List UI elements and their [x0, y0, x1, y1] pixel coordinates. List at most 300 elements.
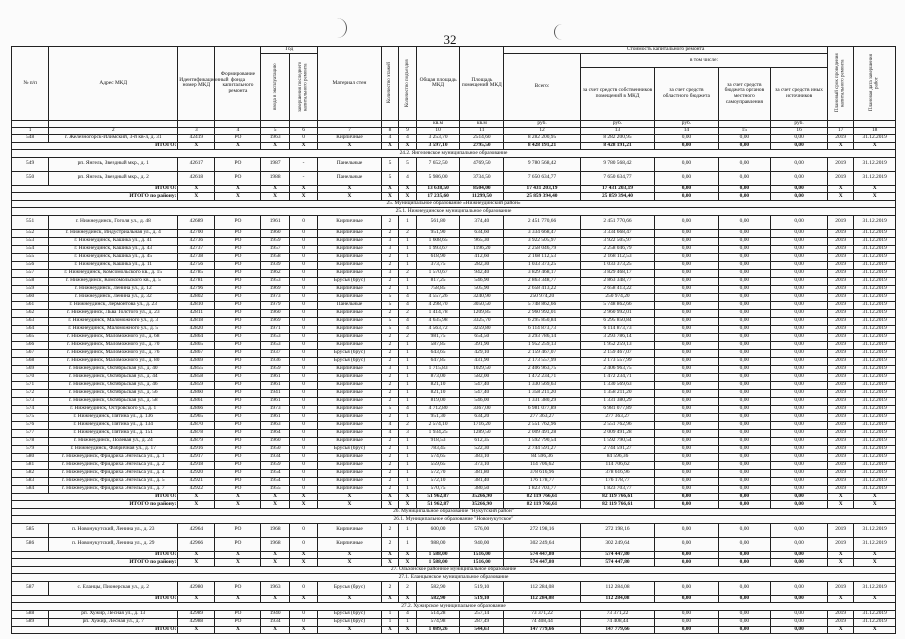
cell-fund: РО	[215, 309, 261, 317]
table-row	[12, 477, 896, 485]
cell-own-funds: 1 358 211,20	[580, 389, 654, 397]
table-row	[12, 253, 896, 261]
cell-regional-funds: 0,00	[655, 215, 718, 229]
cell-address: г. Нижнеудинск, Октябрьская ул., д. 46	[49, 381, 178, 389]
cell-id: 42866	[178, 405, 215, 413]
cell-walls: Кирпичные	[318, 537, 381, 551]
cell-floors: 2	[381, 373, 399, 381]
cell-id: 42922	[178, 485, 215, 493]
cell-id: 42858	[178, 373, 215, 381]
cell-local-funds: 0,00	[718, 559, 771, 567]
cell-total-cost: 73 371,22	[504, 610, 581, 618]
cell-number: 582	[12, 469, 49, 477]
cell-last-repair: 0	[289, 365, 317, 373]
cell-deadline: 2019	[828, 610, 854, 618]
cell-entrances: 1	[399, 285, 417, 293]
page-number: 32	[443, 32, 457, 47]
cell-total-area: 2 574,10	[416, 421, 460, 429]
cell-id: 42865	[178, 341, 215, 349]
cell-entrances: X	[399, 551, 417, 559]
table-row	[12, 397, 896, 405]
cell-regional-funds: 0,00	[655, 365, 718, 373]
table-row	[12, 349, 896, 357]
cell-deadline: 2019	[828, 134, 854, 142]
cell-planned-date: 31.12.2019	[854, 285, 896, 293]
cell-year: 1961	[261, 397, 289, 405]
cell-area: 547,40	[460, 381, 504, 389]
cell-last-repair: 0	[289, 389, 317, 397]
cell-area: 546,00	[460, 397, 504, 405]
cell-own-funds: 2 658 413,22	[580, 285, 654, 293]
cell-regional-funds: 0,00	[655, 413, 718, 421]
cell-address: г. Нижнеудинск, Комсомольского кв., д. 15	[49, 269, 178, 277]
cell-other-funds: 0,00	[771, 421, 828, 429]
cell-walls: Панельные	[318, 157, 381, 171]
cell-last-repair: X	[289, 185, 317, 193]
cell-total-area: 4 298,70	[416, 301, 460, 309]
cell-deadline: 2019	[828, 349, 854, 357]
cell-year: X	[261, 142, 289, 150]
column-number: 11	[460, 127, 504, 134]
cell-address: г. Нижнеудинск, Пятина ул., д. 136	[49, 413, 178, 421]
cell-total-cost: 277 363,27	[504, 413, 581, 421]
total-label: ИТОГО:	[12, 185, 178, 193]
cell-regional-funds: 0,00	[655, 477, 718, 485]
cell-other-funds: 0,00	[771, 253, 828, 261]
cell-year: 1963	[261, 581, 289, 595]
cell-deadline: 2019	[828, 445, 854, 453]
cell-floors: X	[381, 551, 399, 559]
cell-fund: РО	[215, 237, 261, 245]
cell-last-repair: 0	[289, 357, 317, 365]
cell-number: 580	[12, 453, 49, 461]
cell-number: 550	[12, 171, 49, 185]
cell-last-repair: 0	[289, 317, 317, 325]
cell-total-cost: 6 114 873,73	[504, 325, 581, 333]
cell-year: 1936	[261, 357, 289, 365]
cell-floors: 5	[381, 405, 399, 413]
table-row	[12, 610, 896, 618]
cell-local-funds: 0,00	[718, 171, 771, 185]
header-floors: Количество этажей	[381, 47, 399, 121]
column-number: 7	[318, 127, 381, 134]
cell-area: 634,20	[460, 413, 504, 421]
cell-id: 42966	[178, 537, 215, 551]
table-row	[12, 469, 896, 477]
total-label: ИТОГО по району:	[12, 193, 178, 201]
cell-other-funds: 0,00	[771, 193, 828, 201]
cell-own-funds: 112 284,08	[580, 581, 654, 595]
cell-fund: РО	[215, 261, 261, 269]
header-walls: Материал стен	[318, 47, 381, 121]
cell-planned-date: 31.12.2019	[854, 429, 896, 437]
cell-floors: 2	[381, 477, 399, 485]
cell-local-funds: 0,00	[718, 185, 771, 193]
cell-number: 569	[12, 365, 49, 373]
cell-walls: Кирпичные	[318, 293, 381, 301]
cell-other-funds: 0,00	[771, 142, 828, 150]
cell-entrances: 4	[399, 171, 417, 185]
header-planned-date: Плановая дата завершения работ	[854, 47, 896, 121]
cell-total-cost: 8 428 191,21	[504, 142, 581, 150]
header-deadline: Плановый срок проведения капитального ремонта	[828, 47, 854, 121]
cell-year: 1939	[261, 261, 289, 269]
cell-planned-date: 31.12.2019	[854, 389, 896, 397]
cell-deadline: 2019	[828, 421, 854, 429]
column-number: 2	[49, 127, 178, 134]
cell-total-area: 618,90	[416, 253, 460, 261]
cell-local-funds: 0,00	[718, 413, 771, 421]
cell-id: 42921	[178, 477, 215, 485]
cell-own-funds: 1 033 373,25	[580, 261, 654, 269]
cell-total-cost: 250 974,20	[504, 293, 581, 301]
cell-floors: 3	[381, 269, 399, 277]
cell-total-area: 873,00	[416, 373, 460, 381]
cell-regional-funds: 0,00	[655, 261, 718, 269]
cell-floors: 2	[381, 453, 399, 461]
cell-own-funds: 84 596,36	[580, 453, 654, 461]
cell-id: 42756	[178, 261, 215, 269]
cell-area: 519,10	[460, 595, 504, 603]
cell-total-cost: 82 119 766,61	[504, 501, 581, 509]
cell-deadline: 2019	[828, 429, 854, 437]
cell-entrances: 1	[399, 461, 417, 469]
cell-total-cost: 1 472 234,71	[504, 373, 581, 381]
cell-year: X	[261, 193, 289, 201]
cell-walls: Кирпичные	[318, 245, 381, 253]
cell-local-funds: 0,00	[718, 261, 771, 269]
cell-deadline: 2019	[828, 405, 854, 413]
column-number: 6	[289, 127, 317, 134]
cell-walls: Панельные	[318, 301, 381, 309]
cell-id: X	[178, 551, 215, 559]
cell-entrances: 1	[399, 357, 417, 365]
cell-last-repair: 0	[289, 461, 317, 469]
cell-planned-date: 31.12.2019	[854, 373, 896, 381]
cell-regional-funds: 0,00	[655, 437, 718, 445]
cell-year: 1940	[261, 610, 289, 618]
cell-last-repair: 0	[289, 421, 317, 429]
cell-area: 546,90	[460, 277, 504, 285]
cell-last-repair: X	[289, 501, 317, 509]
cell-deadline: 2019	[828, 397, 854, 405]
cell-id: 42989	[178, 610, 215, 618]
cell-last-repair: 0	[289, 134, 317, 142]
cell-last-repair: 0	[289, 453, 317, 461]
cell-own-funds: 17 431 203,19	[580, 185, 654, 193]
cell-number: 573	[12, 397, 49, 405]
cell-local-funds: 0,00	[718, 453, 771, 461]
cell-local-funds: 0,00	[718, 357, 771, 365]
cell-number: 586	[12, 537, 49, 551]
total-row	[12, 493, 896, 501]
cell-entrances: 3	[399, 429, 417, 437]
cell-fund: X	[215, 193, 261, 201]
cell-deadline: 2019	[828, 485, 854, 493]
cell-total-cost: 574 447,80	[504, 551, 581, 559]
cell-walls: X	[318, 142, 381, 150]
cell-total-area: 373,75	[416, 261, 460, 269]
cell-area: 412,60	[460, 253, 504, 261]
cell-id: 42965	[178, 413, 215, 421]
table-row	[12, 215, 896, 229]
cell-year: 1960	[261, 437, 289, 445]
cell-other-funds: 0,00	[771, 485, 828, 493]
cell-local-funds: 0,00	[718, 341, 771, 349]
cell-deadline: 2019	[828, 333, 854, 341]
cell-walls: Брусья (брус)	[318, 581, 381, 595]
cell-entrances: 1	[399, 397, 417, 405]
cell-id: 42736	[178, 237, 215, 245]
cell-local-funds: 0,00	[718, 537, 771, 551]
cell-floors: 3	[381, 245, 399, 253]
cell-deadline: 2019	[828, 523, 854, 537]
cell-own-funds: 2 173 557,99	[580, 357, 654, 365]
cell-own-funds: 6 114 873,73	[580, 325, 654, 333]
cell-year: 1961	[261, 381, 289, 389]
cell-area: 4769,50	[460, 157, 504, 171]
cell-entrances: 1	[399, 277, 417, 285]
cell-total-area: 951,30	[416, 413, 460, 421]
cell-floors: 2	[381, 389, 399, 397]
cell-regional-funds: 0,00	[655, 134, 718, 142]
cell-planned-date: 31.12.2019	[854, 253, 896, 261]
cell-deadline: X	[828, 493, 854, 501]
cell-local-funds: 0,00	[718, 595, 771, 603]
cell-walls: Кирпичные	[318, 485, 381, 493]
cell-other-funds: 0,00	[771, 461, 828, 469]
cell-deadline: X	[828, 595, 854, 603]
cell-total-cost: 8 282 200,95	[504, 134, 581, 142]
cell-planned-date: X	[854, 185, 896, 193]
cell-id: 42855	[178, 365, 215, 373]
cell-total-area: 1 588,00	[416, 551, 460, 559]
cell-local-funds: 0,00	[718, 134, 771, 142]
cell-total-area: 582,90	[416, 581, 460, 595]
cell-last-repair: 0	[289, 469, 317, 477]
cell-last-repair: 0	[289, 277, 317, 285]
cell-number: 549	[12, 157, 49, 171]
cell-area: 547,40	[460, 389, 504, 397]
cell-last-repair: 0	[289, 349, 317, 357]
column-number: 10	[416, 127, 460, 134]
cell-deadline: 2019	[828, 245, 854, 253]
cell-fund: X	[215, 626, 261, 634]
cell-total-cost: 9 780 568,42	[504, 157, 581, 171]
header-id: Идентификационный номер МКД	[178, 47, 215, 121]
cell-own-funds: 8 428 191,21	[580, 142, 654, 150]
cell-address: г. Нижнеудинск, Октябрьская ул., д. 56	[49, 389, 178, 397]
cell-deadline: 2019	[828, 293, 854, 301]
cell-id: 42617	[178, 157, 215, 171]
cell-own-funds: 5 748 862,66	[580, 301, 654, 309]
cell-id: 42802	[178, 293, 215, 301]
table-row	[12, 261, 896, 269]
cell-fund: РО	[215, 610, 261, 618]
cell-total-cost: 2 863 348,77	[504, 277, 581, 285]
cell-number: 548	[12, 134, 49, 142]
cell-planned-date: 31.12.2019	[854, 269, 896, 277]
unit-cell: руб.	[504, 120, 581, 127]
cell-planned-date: 31.12.2019	[854, 610, 896, 618]
cell-other-funds: 0,00	[771, 245, 828, 253]
cell-floors: X	[381, 193, 399, 201]
cell-planned-date: 31.12.2019	[854, 469, 896, 477]
section-title: 27.2. Хужирское муниципальное образование	[12, 603, 896, 611]
cell-total-cost: 2 551 762,96	[504, 421, 581, 429]
cell-entrances: 2	[399, 229, 417, 237]
cell-total-cost: 1 592 790,54	[504, 437, 581, 445]
cell-address: г. Нижнеудинск, Кашика ул., д. 43	[49, 245, 178, 253]
cell-year: 1959	[261, 365, 289, 373]
cell-id: 42785	[178, 269, 215, 277]
column-number: 18	[854, 127, 896, 134]
cell-total-cost: 6 981 077,89	[504, 405, 581, 413]
cell-number: 584	[12, 485, 49, 493]
cell-other-funds: 0,00	[771, 595, 828, 603]
header-last-repair: завершения последнего капитального ремонта	[289, 53, 317, 120]
cell-number: 585	[12, 523, 49, 537]
cell-other-funds: 0,00	[771, 429, 828, 437]
cell-regional-funds: 0,00	[655, 333, 718, 341]
cell-year: 1961	[261, 373, 289, 381]
cell-other-funds: 0,00	[771, 229, 828, 237]
cell-own-funds: 147 779,66	[580, 626, 654, 634]
cell-entrances: 1	[399, 618, 417, 626]
cell-area: 3734,50	[460, 171, 504, 185]
cell-id: X	[178, 501, 215, 509]
cell-walls: X	[318, 185, 381, 193]
cell-area: 942,40	[460, 269, 504, 277]
cell-number: 563	[12, 317, 49, 325]
cell-planned-date: 31.12.2019	[854, 381, 896, 389]
cell-fund: X	[215, 559, 261, 567]
table-row	[12, 341, 896, 349]
cell-other-funds: 0,00	[771, 445, 828, 453]
cell-local-funds: 0,00	[718, 142, 771, 150]
cell-last-repair: X	[289, 142, 317, 150]
cell-area: 634,60	[460, 229, 504, 237]
cell-number: 564	[12, 325, 49, 333]
header-incl: в том числе:	[580, 53, 827, 68]
cell-entrances: 2	[399, 581, 417, 595]
cell-id: 42859	[178, 381, 215, 389]
table-row	[12, 365, 896, 373]
cell-address: г. Нижнеудинск, Пятина ул., д. 134	[49, 421, 178, 429]
cell-total-cost: 2 173 557,99	[504, 357, 581, 365]
cell-local-funds: 0,00	[718, 523, 771, 537]
cell-number: 565	[12, 333, 49, 341]
cell-total-area: 4 563,72	[416, 325, 460, 333]
header-address: Адрес МКД	[49, 47, 178, 121]
cell-fund: РО	[215, 341, 261, 349]
cell-id: X	[178, 626, 215, 634]
column-number: 4	[215, 127, 261, 134]
cell-total-cost: 25 859 394,40	[504, 193, 581, 201]
cell-planned-date: 31.12.2019	[854, 245, 896, 253]
cell-entrances: X	[399, 559, 417, 567]
cell-planned-date: 31.12.2019	[854, 277, 896, 285]
cell-own-funds: 3 829 468,17	[580, 269, 654, 277]
cell-address: г. Железногорск-Илимский, 3-й кв-л, д. 31	[49, 134, 178, 142]
cell-other-funds: 0,00	[771, 365, 828, 373]
table-row	[12, 317, 896, 325]
cell-total-cost: 1 358 211,20	[504, 389, 581, 397]
cell-walls: X	[318, 551, 381, 559]
header-other: за счет средств иных источников	[771, 68, 828, 120]
cell-planned-date: 31.12.2019	[854, 357, 896, 365]
cell-fund: РО	[215, 461, 261, 469]
cell-number: 556	[12, 261, 49, 269]
cell-local-funds: 0,00	[718, 610, 771, 618]
cell-fund: РО	[215, 277, 261, 285]
cell-address: г. Нижнеудинск, Фабричная ул., д. 17	[49, 445, 178, 453]
cell-planned-date: 31.12.2019	[854, 365, 896, 373]
cell-local-funds: 0,00	[718, 581, 771, 595]
cell-local-funds: 0,00	[718, 325, 771, 333]
cell-address: г. Нижнеудинск, Полевая ул., д. 24	[49, 437, 178, 445]
cell-walls: Кирпичные	[318, 229, 381, 237]
cell-entrances: 1	[399, 381, 417, 389]
column-number: 14	[655, 127, 718, 134]
cell-area: 429,10	[460, 349, 504, 357]
cell-year: 1955	[261, 485, 289, 493]
cell-local-funds: 0,00	[718, 381, 771, 389]
cell-total-area: 514,28	[416, 610, 460, 618]
cell-last-repair: X	[289, 559, 317, 567]
cell-year: 1950	[261, 445, 289, 453]
header-local: за счет средств бюджета органов местного самоуправления	[718, 68, 771, 120]
cell-total-cost: 1 823 703,77	[504, 485, 581, 493]
cell-own-funds: 1 472 234,71	[580, 373, 654, 381]
cell-total-area: 1 089,26	[416, 626, 460, 634]
cell-id: 42818	[178, 317, 215, 325]
cell-local-funds: 0,00	[718, 237, 771, 245]
cell-year: 1963	[261, 134, 289, 142]
cell-address: г. Нижнеудинск, Маломожного ул., д. 76	[49, 349, 178, 357]
cell-planned-date: 31.12.2019	[854, 397, 896, 405]
capital-repair-register-table	[11, 46, 896, 634]
cell-local-funds: 0,00	[718, 421, 771, 429]
cell-own-funds: 2 168 112,53	[580, 253, 654, 261]
cell-other-funds: 0,00	[771, 405, 828, 413]
cell-last-repair: 0	[289, 537, 317, 551]
cell-regional-funds: 0,00	[655, 445, 718, 453]
cell-address: г. Нижнеудинск, Маломожного ул., д. 80	[49, 357, 178, 365]
cell-other-funds: 0,00	[771, 477, 828, 485]
cell-own-funds: 378 616,96	[580, 469, 654, 477]
cell-number: 574	[12, 405, 49, 413]
cell-entrances: 4	[399, 293, 417, 301]
cell-year: 1954	[261, 477, 289, 485]
cell-address: г. Нижнеудинск, Островского ул., д. 1	[49, 405, 178, 413]
cell-fund: РО	[215, 523, 261, 537]
cell-area: 381,80	[460, 469, 504, 477]
cell-address: г. Нижнеудинск, Лермонтова ул., д. 23	[49, 301, 178, 309]
cell-total-area: 988,00	[416, 537, 460, 551]
cell-walls: X	[318, 626, 381, 634]
cell-last-repair: 0	[289, 581, 317, 595]
cell-floors: 5	[381, 171, 399, 185]
table-row	[12, 237, 896, 245]
cell-deadline: X	[828, 626, 854, 634]
cell-other-funds: 0,00	[771, 349, 828, 357]
cell-entrances: 4	[399, 325, 417, 333]
column-number: 15	[718, 127, 771, 134]
section-title: 26.1. Муниципальное образование "Новонукутское"	[12, 516, 896, 524]
cell-fund: РО	[215, 437, 261, 445]
cell-address: г. Нижнеудинск, Льва Толстого ул., д. 23	[49, 309, 178, 317]
